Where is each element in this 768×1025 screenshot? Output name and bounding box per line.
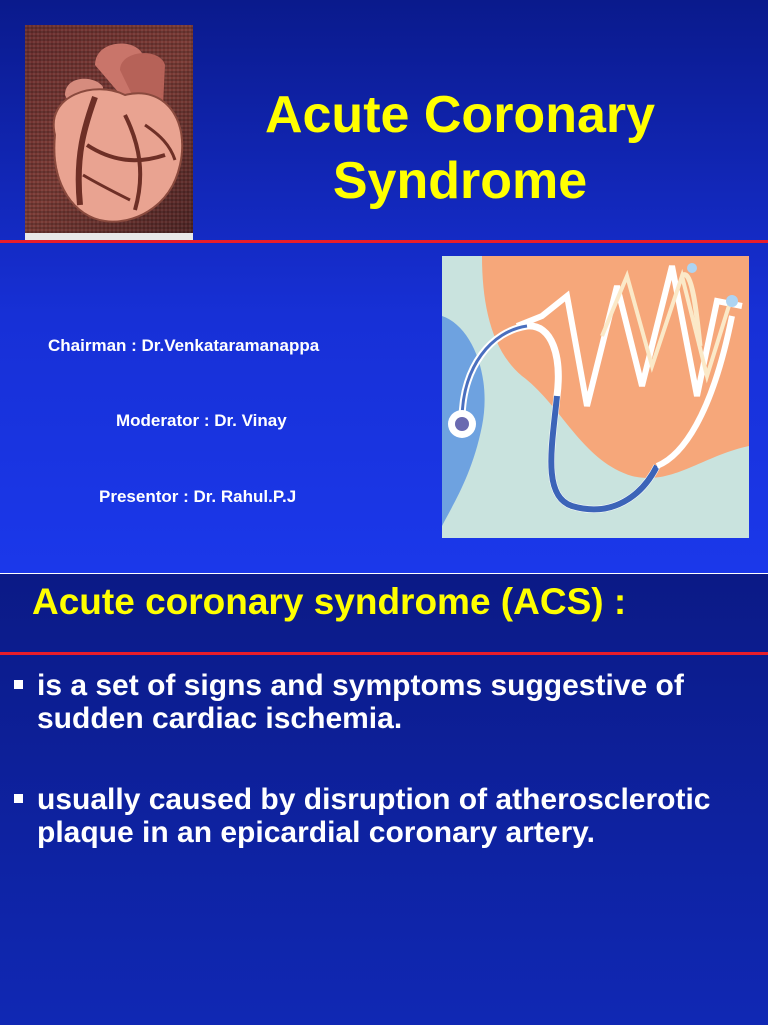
bullet-square-icon	[14, 680, 23, 689]
content-divider	[0, 652, 768, 655]
title-line-1: Acute Coronary	[264, 86, 656, 144]
content-slide	[0, 573, 768, 1025]
bullet-item	[14, 669, 764, 735]
slide-title	[210, 82, 710, 214]
bullet-text: is a set of signs and symptoms suggestive of sudden cardiac ischemia.	[37, 669, 684, 735]
bullet-item	[14, 783, 764, 849]
heart-illustration	[25, 25, 193, 241]
definition-title: Acute coronary syndrome (ACS) :	[32, 581, 627, 622]
title-line-2: Syndrome	[332, 152, 588, 210]
bullet-text: usually caused by disruption of atherosclerotic plaque in an epicardial coronary artery.	[37, 783, 711, 849]
stethoscope-illustration	[442, 256, 749, 538]
chairman-text: Chairman : Dr.Venkataramanappa	[48, 336, 320, 355]
presentor-text: Presentor : Dr. Rahul.P.J	[99, 487, 297, 506]
moderator-text: Moderator : Dr. Vinay	[116, 411, 287, 430]
bullet-square-icon	[14, 794, 23, 803]
title-divider	[0, 240, 768, 243]
